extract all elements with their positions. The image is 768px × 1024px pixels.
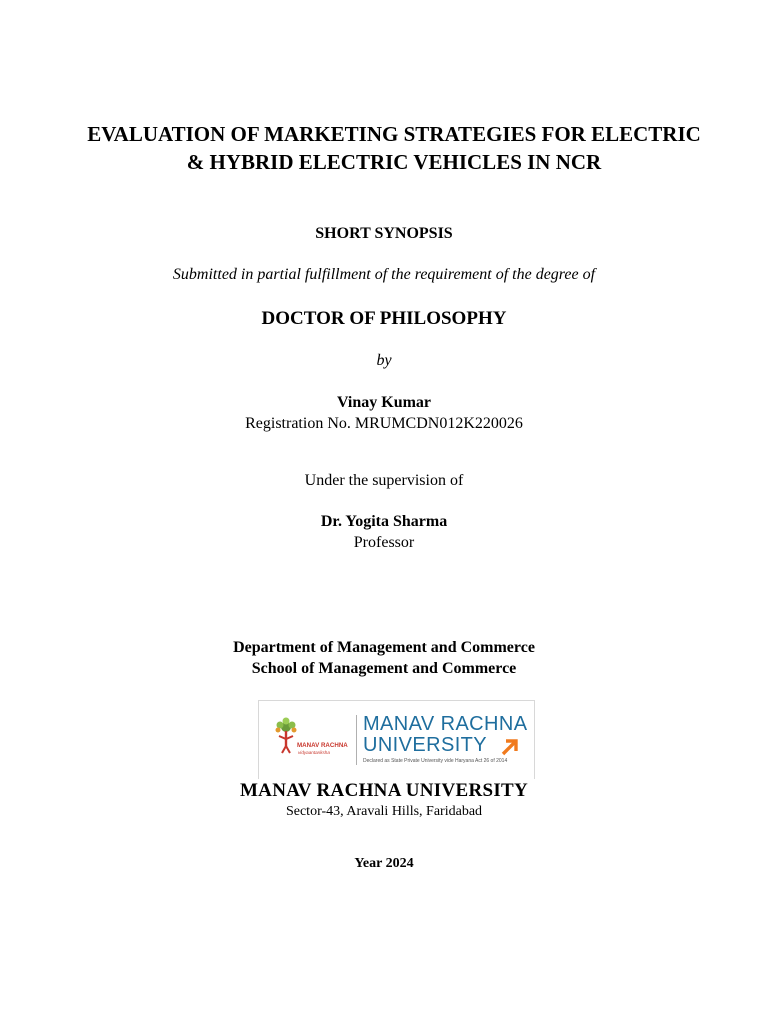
supervisor-name: Dr. Yogita Sharma xyxy=(320,513,448,530)
year: Year 2024 xyxy=(354,856,414,871)
supervision-intro: Under the supervision of xyxy=(304,472,464,489)
degree-name: DOCTOR OF PHILOSOPHY xyxy=(261,308,507,329)
arrow-up-right-icon xyxy=(500,738,520,756)
university-address: Sector-43, Aravali Hills, Faridabad xyxy=(285,804,483,819)
svg-text:MANAV RACHNA: MANAV RACHNA xyxy=(297,742,348,749)
department-name: Department of Management and Commerce xyxy=(233,639,535,656)
submission-statement: Submitted in partial fulfillment of the requirement of the degree of xyxy=(172,266,596,283)
author-name: Vinay Kumar xyxy=(336,394,432,411)
by-label: by xyxy=(376,352,392,369)
school-name: School of Management and Commerce xyxy=(251,660,517,677)
logo-name-line2: UNIVERSITY xyxy=(363,734,488,756)
university-name: MANAV RACHNA UNIVERSITY xyxy=(239,780,529,801)
logo-tagline: Declared as State Private University vide Haryana Act 26 of 2014 xyxy=(363,758,508,764)
registration-number: Registration No. MRUMCDN012K220026 xyxy=(245,415,523,432)
university-logo xyxy=(258,700,535,779)
document-type: SHORT SYNOPSIS xyxy=(315,225,453,242)
logo-name-line1: MANAV RACHNA xyxy=(363,713,528,735)
manav-rachna-tree-emblem-icon xyxy=(265,717,349,763)
svg-text:vidyaantariksha: vidyaantariksha xyxy=(298,750,330,755)
supervisor-designation: Professor xyxy=(353,534,415,551)
thesis-title: EVALUATION OF MARKETING STRATEGIES FOR ELECTRIC & HYBRID ELECTRIC VEHICLES IN NCR xyxy=(87,122,701,174)
logo-divider xyxy=(356,715,357,765)
